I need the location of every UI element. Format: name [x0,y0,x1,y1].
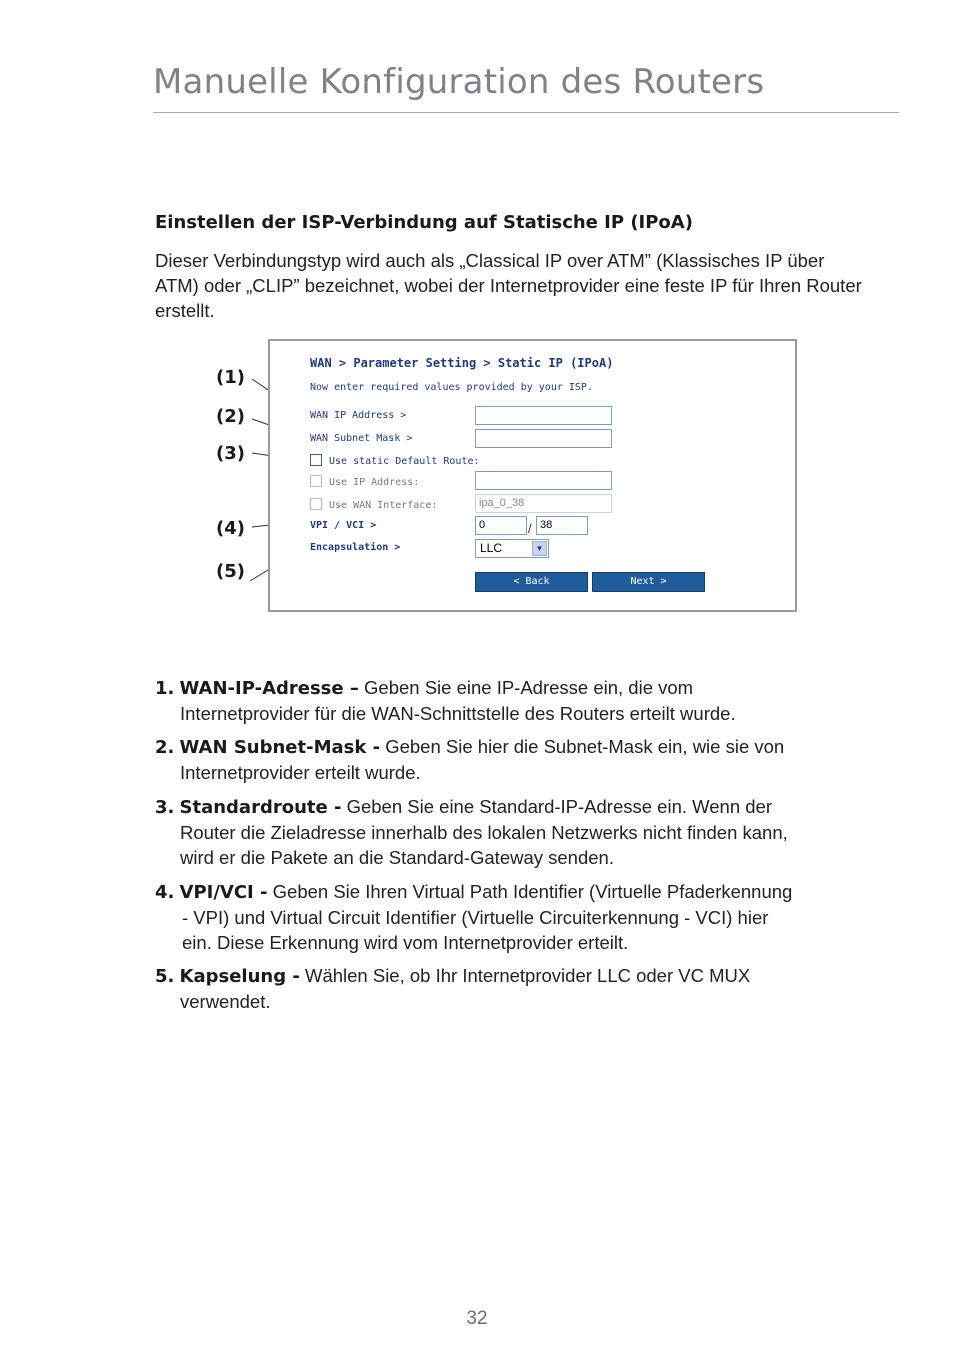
wan-ip-input[interactable] [475,406,612,425]
item-text: Router die Zieladresse innerhalb des lokalen Netzwerks nicht finden kann, [180,822,788,843]
callout-3: (3) [216,443,245,464]
definition-item-1 [155,675,865,726]
vpi-vci-separator: / [528,521,532,536]
item-term: VPI/VCI - [179,882,268,903]
callout-5: (5) [216,561,245,582]
item-text: Geben Sie eine IP-Adresse ein, die vom [358,677,694,698]
encapsulation-select[interactable] [475,539,549,558]
chevron-down-icon[interactable]: ▼ [532,541,547,556]
item-text: Geben Sie eine Standard-IP-Adresse ein. Wenn der [341,796,773,817]
item-text: Internetprovider für die WAN-Schnittstelle des Routers erteilt wurde. [180,703,736,724]
item-number: 5. [155,966,175,987]
back-button[interactable]: < Back [475,572,588,592]
vpi-vci-label: VPI / VCI > [310,520,377,531]
ui-breadcrumb: WAN > Parameter Setting > Static IP (IPoA) [310,356,614,370]
item-text: Geben Sie Ihren Virtual Path Identifier (Virtuelle Pfaderkennung [267,881,793,902]
item-text: Wählen Sie, ob Ihr Internetprovider LLC oder VC MUX [299,965,751,986]
definition-item-5 [155,963,865,1014]
page-title: Manuelle Konfiguration des Routers [153,62,765,102]
page-number: 32 [466,1308,488,1329]
encapsulation-label: Encapsulation > [310,542,401,553]
item-text: verwendet. [180,991,271,1012]
item-number: 4. [155,882,175,903]
item-term: WAN-IP-Adresse – [179,678,359,699]
item-term: Kapselung - [179,966,300,987]
item-text: Geben Sie hier die Subnet-Mask ein, wie sie von [380,736,785,757]
item-number: 2. [155,737,175,758]
item-text: Internetprovider erteilt wurde. [180,762,421,783]
default-route-checkbox[interactable] [310,454,322,466]
item-text: - VPI) und Virtual Circuit Identifier (Virtuelle Circuiterkennung - VCI) hier [182,907,769,928]
default-route-option [310,454,480,467]
use-ip-option [310,475,419,488]
default-route-label: Use static Default Route: [329,456,480,467]
definition-item-4 [155,879,865,955]
use-ip-checkbox[interactable] [310,475,322,487]
intro-paragraph: Dieser Verbindungstyp wird auch als „Classical IP over ATM” (Klassisches IP über ATM) oder „CLIP” bezeichnet, wobei der Internetprovider eine feste IP für Ihren Router erstellt. [155,250,862,321]
use-wan-label: Use WAN Interface: [329,500,438,511]
router-config-screenshot [268,339,797,612]
item-number: 3. [155,797,175,818]
wan-ip-label: WAN IP Address > [310,410,407,421]
use-wan-option [310,498,437,511]
use-wan-checkbox[interactable] [310,498,322,510]
callout-4: (4) [216,518,245,539]
next-button[interactable]: Next > [592,572,705,592]
vci-input[interactable]: 38 [536,516,588,535]
definition-item-2 [155,734,865,785]
ui-subtitle: Now enter required values provided by your ISP. [310,382,593,393]
title-divider [153,112,899,113]
encapsulation-value: LLC [480,541,503,555]
item-term: WAN Subnet-Mask - [179,737,381,758]
vpi-input[interactable]: 0 [475,516,527,535]
item-term: Standardroute - [179,797,342,818]
item-text: ein. Diese Erkennung wird vom Internetprovider erteilt. [182,932,629,953]
item-number: 1. [155,678,175,699]
use-ip-label: Use IP Address: [329,477,420,488]
use-ip-input[interactable] [475,471,612,490]
section-heading: Einstellen der ISP-Verbindung auf Statische IP (IPoA) [155,212,693,233]
definition-item-3 [155,794,865,870]
callout-1: (1) [216,367,245,388]
callout-2: (2) [216,406,245,427]
subnet-mask-label: WAN Subnet Mask > [310,433,413,444]
subnet-mask-input[interactable] [475,429,612,448]
item-text: wird er die Pakete an die Standard-Gateway senden. [180,847,614,868]
use-wan-input[interactable]: ipa_0_38 [475,494,612,513]
